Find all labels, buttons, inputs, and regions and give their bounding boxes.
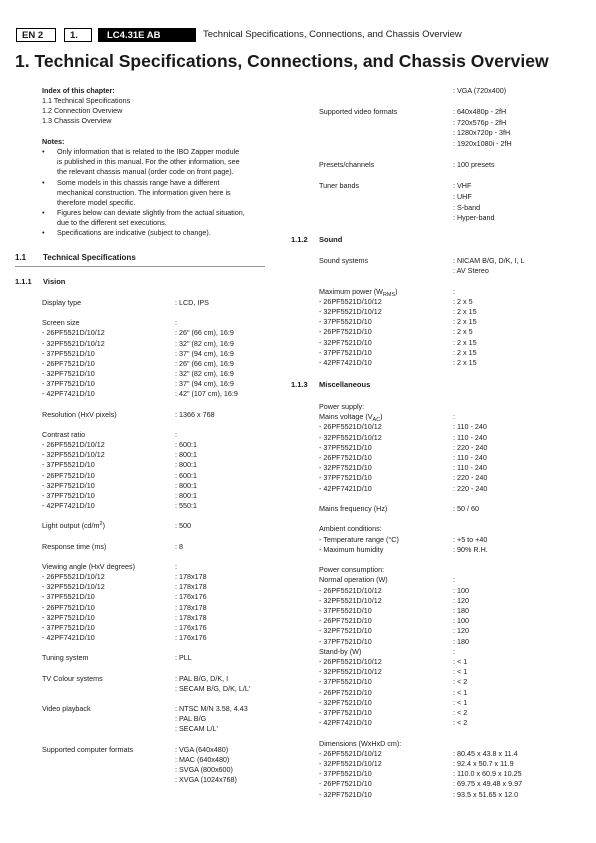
spec-label: Mains frequency (Hz)	[319, 504, 388, 513]
spec-label: - 42PF7421D/10	[42, 389, 95, 399]
spec-value: : S-band	[453, 202, 481, 212]
spec-label: - 37PF7521D/10	[319, 636, 372, 646]
spec-label: Response time (ms)	[42, 541, 107, 551]
note-line: therefore model specific.	[57, 198, 136, 207]
spec-label: - 37PF7521D/10	[42, 622, 95, 632]
spec-label: Screen size	[42, 318, 80, 328]
spec-label: - 26PF7521D/10	[42, 602, 95, 612]
spec-value: : 800:1	[175, 460, 197, 470]
spec-value: : 800:1	[175, 480, 197, 490]
spec-label: - 26PF5521D/10/12	[42, 328, 105, 338]
spec-value: : < 2	[453, 677, 468, 687]
spec-label: - 37PF5521D/10	[319, 769, 372, 779]
note-line: Figures below can deviate slightly from the actual situation,	[57, 208, 245, 217]
spec-value: : 180	[453, 636, 469, 646]
spec-value: : UHF	[453, 192, 472, 201]
spec-label: Display type	[42, 298, 82, 307]
spec-label: - 42PF7421D/10	[319, 718, 372, 728]
spec-label: Power consumption:	[319, 565, 385, 575]
section-title: Miscellaneous	[319, 380, 371, 389]
spec-value: : PAL B/G	[175, 714, 207, 724]
spec-value: : 220 - 240	[453, 483, 488, 493]
spec-label: - 32PF5521D/10/12	[319, 307, 382, 316]
spec-label: - 32PF7521D/10	[319, 463, 372, 473]
spec-label: - 26PF5521D/10/12	[42, 440, 105, 450]
bullet-icon: •	[42, 228, 45, 237]
spec-label: - 42PF7421D/10	[319, 483, 372, 493]
spec-label: Video playback	[42, 704, 91, 713]
spec-value: : 600:1	[175, 470, 197, 480]
spec-label: Supported computer formats	[42, 744, 134, 754]
spec-label: - 37PF7521D/10	[42, 379, 95, 389]
spec-value: : < 2	[453, 718, 468, 728]
spec-value: : 1920x1080i - 2fH	[453, 139, 512, 148]
spec-value: : 2 x 15	[453, 358, 477, 367]
spec-label: Maximum power $(W_{RMS})$	[319, 286, 398, 298]
spec-value: :	[175, 561, 177, 571]
spec-value: : 32" (82 cm), 16:9	[175, 338, 234, 348]
spec-label: - 26PF5521D/10/12	[319, 748, 382, 758]
spec-value: : 2 x 15	[453, 307, 477, 316]
spec-value: : 100	[453, 585, 469, 595]
spec-value: : SECAM B/G, D/K, L/L'	[175, 683, 251, 693]
section-number: 1.1.1	[15, 277, 32, 286]
spec-label: - 26PF7521D/10	[319, 327, 372, 337]
spec-label: - 32PF7521D/10	[42, 480, 95, 490]
spec-value: : SVGA (800x600)	[175, 764, 233, 774]
spec-value: : 2 x 15	[453, 317, 477, 327]
spec-label: - 32PF7521D/10	[319, 337, 372, 347]
spec-label: Supported video formats	[319, 107, 398, 117]
index-item: 1.1 Technical Specifications	[42, 96, 131, 105]
index-title: Index of this chapter:	[42, 86, 115, 95]
note-line: Some models in this chassis range have a different	[57, 178, 220, 187]
note-line: due to the different set executions.	[57, 218, 167, 227]
section-number: 1.1.2	[291, 235, 308, 244]
spec-value: : 37" (94 cm), 16:9	[175, 348, 234, 358]
spec-label: Power supply:	[319, 402, 365, 411]
spec-label: - 37PF7521D/10	[319, 473, 372, 483]
spec-value: : VGA (640x480)	[175, 744, 229, 754]
spec-value: : 720x576p - 2fH	[453, 117, 507, 127]
spec-value: : 110.0 x 60.9 x 10.25	[453, 769, 522, 779]
spec-value: : 220 - 240	[453, 473, 488, 483]
spec-value: : < 1	[453, 687, 468, 697]
spec-value: : 92.4 x 50.7 x 11.9	[453, 759, 514, 768]
spec-label: - 26PF7521D/10	[319, 616, 372, 626]
spec-label: Ambient conditions:	[319, 524, 382, 534]
index-item: 1.2 Connection Overview	[42, 106, 123, 115]
spec-value: : 2 x 5	[453, 296, 473, 306]
spec-value: :	[453, 646, 455, 656]
spec-value: :	[175, 318, 177, 328]
spec-value: : 69.75 x 49.48 x 9.97	[453, 779, 523, 789]
bullet-icon: •	[42, 178, 45, 187]
spec-value: : 178x178	[175, 572, 207, 582]
spec-value: :	[175, 429, 177, 439]
spec-value: : PLL	[175, 653, 192, 663]
spec-label: Normal operation (W)	[319, 575, 388, 585]
spec-value: : 176x176	[175, 592, 207, 602]
spec-value: : < 1	[453, 697, 468, 707]
spec-value: : 1280x720p - 3fH	[453, 128, 511, 138]
spec-value: : +5 to +40	[453, 534, 488, 544]
spec-value: : 32" (82 cm), 16:9	[175, 369, 234, 379]
section-number: 1.1.3	[291, 380, 308, 389]
spec-label: Stand-by (W)	[319, 646, 362, 656]
spec-label: - 32PF5521D/10/12	[42, 338, 105, 348]
spec-value: : 2 x 15	[453, 347, 477, 357]
notes-title: Notes:	[42, 137, 65, 146]
spec-label: - Temperature range (°C)	[319, 534, 399, 544]
section-title: Vision	[43, 277, 66, 286]
spec-label: - 37PF5521D/10	[319, 442, 372, 452]
spec-label: - 26PF5521D/10/12	[319, 422, 382, 432]
spec-label: - Maximum humidity	[319, 544, 384, 554]
spec-label: - 32PF5521D/10/12	[42, 450, 105, 460]
spec-value: : 110 - 240	[453, 463, 487, 473]
bullet-icon: •	[42, 147, 45, 156]
spec-label: - 32PF7521D/10	[319, 626, 372, 636]
spec-value: : 120	[453, 595, 469, 605]
spec-label: - 32PF5521D/10/12	[319, 432, 382, 442]
spec-label: Mains voltage $(V_{AC})$	[319, 412, 383, 424]
header-running-title: Technical Specifications, Connections, and Chassis Overview	[203, 29, 462, 40]
spec-value: : 100 presets	[453, 160, 495, 170]
spec-value: : NICAM B/G, D/K, I, L	[453, 256, 525, 265]
spec-label: - 32PF5521D/10/12	[319, 759, 382, 768]
spec-label: - 26PF7521D/10	[42, 470, 95, 480]
spec-value: : 800:1	[175, 450, 197, 460]
spec-label: - 37PF5521D/10	[319, 677, 372, 687]
note-line: the relevant chassis manual (order code on front page).	[57, 167, 234, 176]
spec-value: :	[453, 286, 455, 296]
spec-value: : 110 - 240	[453, 453, 487, 462]
spec-label: - 37PF7521D/10	[319, 347, 372, 357]
note-line: mechanical construction. The information given here is	[57, 188, 231, 197]
spec-label: - 26PF7521D/10	[319, 453, 372, 462]
note-line: is published in this manual. For the other information, see	[57, 157, 240, 166]
spec-value: : 100	[453, 616, 469, 626]
spec-value: : 600:1	[175, 440, 197, 450]
spec-value: : 80.45 x 43.8 x 11.4	[453, 748, 518, 758]
spec-label: Tuning system	[42, 653, 89, 663]
spec-value: : 110 - 240	[453, 432, 487, 442]
spec-value: : 1366 x 768	[175, 409, 215, 419]
spec-value: : 180	[453, 606, 469, 615]
spec-value: : Hyper-band	[453, 213, 495, 223]
spec-label: - 37PF5521D/10	[319, 606, 372, 615]
index-item: 1.3 Chassis Overview	[42, 116, 112, 125]
spec-value: : VHF	[453, 181, 472, 191]
spec-value: : < 2	[453, 708, 468, 717]
spec-label: Contrast ratio	[42, 429, 86, 439]
section-number: 1.1	[15, 253, 27, 262]
spec-value: : 176x176	[175, 632, 207, 642]
section-title: Sound	[319, 235, 343, 244]
spec-value: :	[453, 575, 455, 585]
spec-label: - 32PF7521D/10	[42, 612, 95, 622]
spec-value: : 220 - 240	[453, 442, 488, 452]
spec-value: : 8	[175, 541, 183, 551]
spec-value: : VGA (720x400)	[453, 86, 507, 95]
header-en-label: EN 2	[16, 28, 56, 42]
spec-label: - 32PF7521D/10	[319, 697, 372, 707]
note-line: Only information that is related to the IBO Zapper module	[57, 147, 240, 156]
spec-label: - 37PF7521D/10	[42, 490, 95, 500]
note-line: Specifications are indicative (subject to change).	[57, 228, 211, 237]
spec-label: Presets/channels	[319, 160, 375, 170]
section-title: Technical Specifications	[43, 253, 136, 262]
spec-value: : < 1	[453, 667, 468, 677]
page-title: 1. Technical Specifications, Connections, and Chassis Overview	[15, 51, 549, 71]
spec-label: - 26PF5521D/10/12	[319, 657, 382, 666]
spec-value: : 2 x 5	[453, 327, 473, 337]
spec-value: : 2 x 15	[453, 337, 477, 347]
bullet-icon: •	[42, 208, 45, 217]
spec-label: - 26PF5521D/10/12	[42, 572, 105, 582]
spec-label: - 32PF5521D/10/12	[42, 582, 105, 592]
spec-value: : 800:1	[175, 490, 197, 500]
spec-label: - 32PF5521D/10/12	[319, 595, 382, 605]
spec-value: : 640x480p - 2fH	[453, 107, 507, 117]
spec-value: : 550:1	[175, 501, 197, 510]
spec-label: Resolution (HxV pixels)	[42, 409, 117, 419]
spec-label: - 26PF5521D/10/12	[319, 296, 382, 306]
spec-value: : 178x178	[175, 582, 207, 592]
spec-label: - 37PF5521D/10	[42, 592, 95, 602]
spec-label: - 32PF5521D/10/12	[319, 667, 382, 677]
spec-value: : SECAM L/L'	[175, 724, 218, 734]
spec-value: : 90% R.H.	[453, 544, 488, 554]
spec-value: : LCD, IPS	[175, 298, 209, 307]
spec-value: : 42" (107 cm), 16:9	[175, 389, 238, 399]
spec-value: : 178x178	[175, 602, 207, 612]
spec-label: - 37PF5521D/10	[42, 348, 95, 358]
spec-value: : 178x178	[175, 612, 207, 622]
spec-value: : XVGA (1024x768)	[175, 775, 237, 785]
header-model: LC4.31E AB	[98, 28, 196, 42]
spec-label: - 42PF7421D/10	[319, 358, 372, 367]
divider	[15, 266, 265, 267]
spec-value: : NTSC M/N 3.58, 4.43	[175, 704, 248, 713]
spec-value: : 93.5 x 51.65 x 12.0	[453, 789, 519, 799]
header-chapter-number: 1.	[64, 28, 92, 42]
spec-label: - 26PF7521D/10	[319, 687, 372, 697]
spec-label: - 42PF7421D/10	[42, 632, 95, 642]
spec-label: - 26PF7521D/10	[42, 358, 95, 368]
spec-value: : 120	[453, 626, 469, 636]
spec-value: : 50 / 60	[453, 504, 479, 513]
spec-label: - 37PF7521D/10	[319, 708, 372, 717]
spec-label: - 32PF7521D/10	[42, 369, 95, 379]
spec-label: TV Colour systems	[42, 673, 103, 683]
spec-value: : 110 - 240	[453, 422, 487, 432]
spec-label: Tuner bands	[319, 181, 360, 191]
spec-label: - 37PF5521D/10	[42, 460, 95, 470]
spec-value: :	[453, 412, 455, 422]
spec-value: : 500	[175, 521, 191, 531]
spec-label: Dimensions (WxHxD cm):	[319, 738, 402, 748]
spec-label: - 42PF7421D/10	[42, 501, 95, 510]
spec-value: : MAC (640x480)	[175, 754, 230, 764]
spec-value: : < 1	[453, 657, 468, 666]
spec-label: - 26PF7521D/10	[319, 779, 372, 789]
spec-value: : 37" (94 cm), 16:9	[175, 379, 234, 389]
spec-label: - 26PF5521D/10/12	[319, 585, 382, 595]
spec-value: : 26" (66 cm), 16:9	[175, 358, 234, 368]
spec-label: Light output $(cd/m^2)$	[42, 521, 106, 531]
spec-value: : PAL B/G, D/K, I	[175, 673, 229, 683]
spec-value: : AV Stereo	[453, 266, 489, 276]
spec-value: : 26" (66 cm), 16:9	[175, 328, 234, 338]
spec-value: : 176x176	[175, 622, 207, 632]
spec-label: - 37PF5521D/10	[319, 317, 372, 327]
spec-label: Sound systems	[319, 256, 369, 265]
spec-label: Viewing angle (HxV degrees)	[42, 561, 135, 571]
spec-label: - 32PF7521D/10	[319, 789, 372, 799]
